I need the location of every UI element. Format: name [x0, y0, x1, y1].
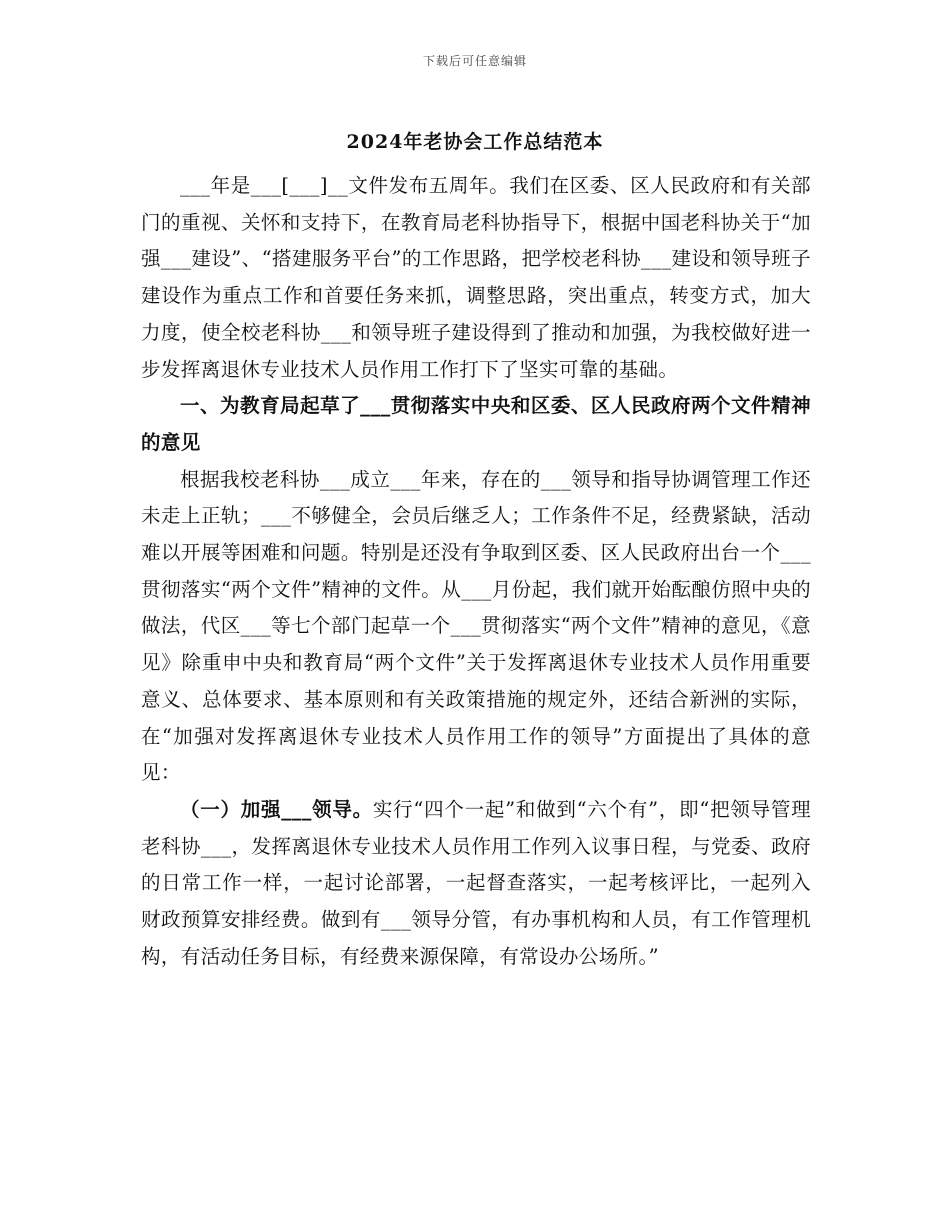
- paragraph-subsection-1: [141, 792, 811, 976]
- document-title: 2024年老协会工作总结范本: [346, 131, 604, 153]
- paragraph-intro: ___年是___[___]__文件发布五周年。我们在区委、区人民政府和有关部门的重视、关怀和支持下，在教育局老科协指导下，根据中国老科协关于“加强___建设”、“搭建服务平台”的工作思路，把学校老科协___建设和领导班子建设作为重点工作和首要任务来抓，调整思路，突出重点，转变方式，加大力度，使全校老科协___和领导班子建设得到了推动和加强，为我校做好进一步发挥离退休专业技术人员作用工作打下了坚实可靠的基础。: [141, 174, 811, 381]
- document-body: [141, 168, 811, 975]
- subsection-lead: （一）加强___领导。: [180, 797, 373, 821]
- section-heading-1: 一、为教育局起草了___贯彻落实中央和区委、区人民政府两个文件精神的意见: [141, 394, 811, 454]
- paragraph-section-1: 根据我校老科协___成立___年来，存在的___领导和指导协调管理工作还未走上正轨；___不够健全，会员后继乏人；工作条件不足，经费紧缺，活动难以开展等困难和问题。特别是还没有争取到区委、区人民政府出台一个___贯彻落实“两个文件”精神的文件。从___月份起，我们就开始酝酿仿照中央的做法，代区___等七个部门起草一个___贯彻落实“两个文件”精神的意见，《意见》除重申中央和教育局“两个文件”关于发挥离退休专业技术人员作用重要意义、总体要求、基本原则和有关政策措施的规定外，还结合新洲的实际，在“加强对发挥离退休专业技术人员作用工作的领导”方面提出了具体的意见：: [141, 467, 811, 785]
- header-note: 下载后可任意编辑: [422, 54, 527, 68]
- subsection-text: 实行“四个一起”和做到“六个有”，即“把领导管理老科协___，发挥离退休专业技术人员作用工作列入议事日程，与党委、政府的日常工作一样，一起讨论部署，一起督查落实，一起考核评比，一起列入财政预算安排经费。做到有___领导分管，有办事机构和人员，有工作管理机构，有活动任务目标，有经费来源保障，有常设办公场所。”: [141, 797, 811, 968]
